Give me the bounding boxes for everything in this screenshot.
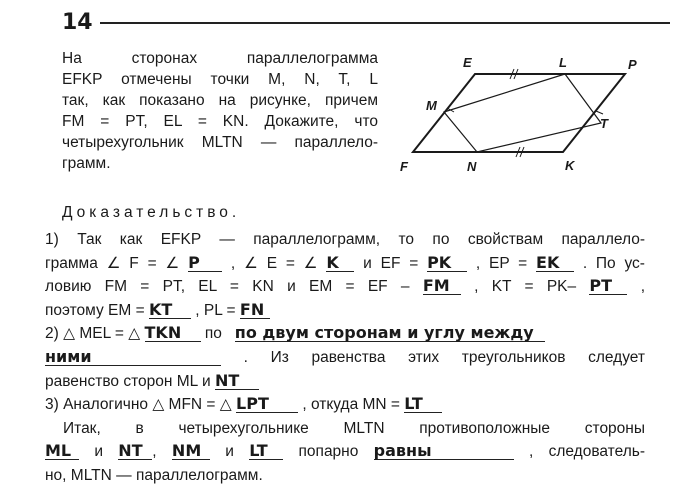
label-t: T bbox=[600, 116, 608, 131]
proof-heading: Доказательство. bbox=[62, 204, 241, 221]
quadrilateral-mltn bbox=[444, 74, 601, 152]
intro-line: На сторонах параллелограмма bbox=[62, 50, 378, 67]
proof-line bbox=[45, 275, 645, 299]
proof-line bbox=[45, 417, 645, 441]
answer-pt: PT bbox=[589, 277, 627, 295]
label-f: F bbox=[400, 159, 408, 174]
proof-body bbox=[45, 228, 645, 488]
text: по bbox=[204, 325, 222, 343]
intro-line: грамм. bbox=[62, 155, 111, 172]
answer-triangle-lpt: LPT bbox=[236, 395, 298, 413]
text: и bbox=[94, 443, 103, 461]
answer-nm: NM bbox=[172, 442, 210, 460]
answer-angle-e: K bbox=[326, 254, 354, 272]
intro-line: так, как показано на рисунке, причем bbox=[62, 92, 378, 109]
answer-equal: равны bbox=[374, 442, 514, 460]
label-m: M bbox=[426, 98, 437, 113]
label-e: E bbox=[463, 55, 472, 70]
page-number: 14 bbox=[62, 10, 93, 35]
label-l: L bbox=[559, 55, 567, 70]
answer-mn: LT bbox=[404, 395, 442, 413]
answer-ef: PK bbox=[427, 254, 467, 272]
text: грамма ∠ F = ∠ bbox=[45, 254, 180, 272]
proof-line bbox=[45, 370, 645, 394]
answer-ml: ML bbox=[45, 442, 79, 460]
text: но, MLTN — параллелограмм. bbox=[45, 466, 263, 484]
text: ловию FM = PT, EL = KN и EM = EF – bbox=[45, 278, 410, 296]
answer-reason-line2: ними bbox=[45, 348, 221, 366]
proof-line bbox=[45, 322, 645, 346]
label-k: K bbox=[565, 158, 575, 173]
header-rule bbox=[100, 22, 670, 24]
text: . Из равенства этих треугольников следует bbox=[243, 348, 645, 366]
proof-line: ML и NT , NM и LT попарно равны , следователь- bbox=[45, 441, 645, 461]
text: . По ус- bbox=[582, 254, 645, 272]
label-n: N bbox=[467, 159, 477, 174]
label-p: P bbox=[628, 57, 637, 72]
answer-nt: NT bbox=[215, 372, 259, 390]
text: , ∠ E = ∠ bbox=[230, 254, 318, 272]
text: 3) Аналогично △ MFN = △ bbox=[45, 396, 232, 414]
proof-line bbox=[45, 393, 645, 417]
proof-line bbox=[45, 346, 645, 370]
proof-line bbox=[45, 252, 645, 276]
text: Итак, в четырехугольнике MLTN противоположные стороны bbox=[63, 419, 645, 437]
proof-line bbox=[45, 299, 645, 323]
problem-statement bbox=[62, 48, 378, 174]
text: поэтому EM = bbox=[45, 301, 145, 319]
text: , KT = PK– bbox=[474, 278, 577, 296]
answer-fm: FM bbox=[423, 277, 461, 295]
text: 2) △ MEL = △ bbox=[45, 325, 141, 343]
answer-triangle-tkn: TKN bbox=[145, 324, 201, 342]
text: равенство сторон ML и bbox=[45, 372, 211, 390]
text: , EP = bbox=[475, 254, 528, 272]
intro-line: FM = PT, EL = KN. Докажите, что bbox=[62, 113, 378, 130]
answer-ep: EK bbox=[536, 254, 574, 272]
text: 1) Так как EFKP — параллелограмм, то по свойствам параллело- bbox=[45, 231, 645, 248]
tick-mark bbox=[596, 111, 603, 114]
answer-fn: FN bbox=[240, 301, 270, 319]
text: и EF = bbox=[363, 254, 419, 272]
answer-nt-pair: NT bbox=[118, 442, 152, 460]
answer-reason-line1: по двум сторонам и углу между bbox=[235, 324, 545, 342]
parallelogram-figure bbox=[395, 50, 655, 180]
answer-kt: KT bbox=[149, 301, 191, 319]
intro-line: EFKP отмечены точки M, N, T, L bbox=[62, 71, 378, 88]
answer-lt: LT bbox=[249, 442, 283, 460]
text: и bbox=[225, 443, 234, 461]
proof-line bbox=[45, 228, 645, 252]
proof-line bbox=[45, 464, 645, 488]
intro-line: четырехугольник MLTN — параллело- bbox=[62, 134, 378, 151]
text: , bbox=[640, 278, 645, 296]
text: , откуда MN = bbox=[302, 396, 400, 414]
text: попарно bbox=[298, 443, 359, 461]
text: , следователь- bbox=[528, 443, 645, 461]
answer-angle-f: P bbox=[188, 254, 222, 272]
text: , PL = bbox=[195, 301, 236, 319]
